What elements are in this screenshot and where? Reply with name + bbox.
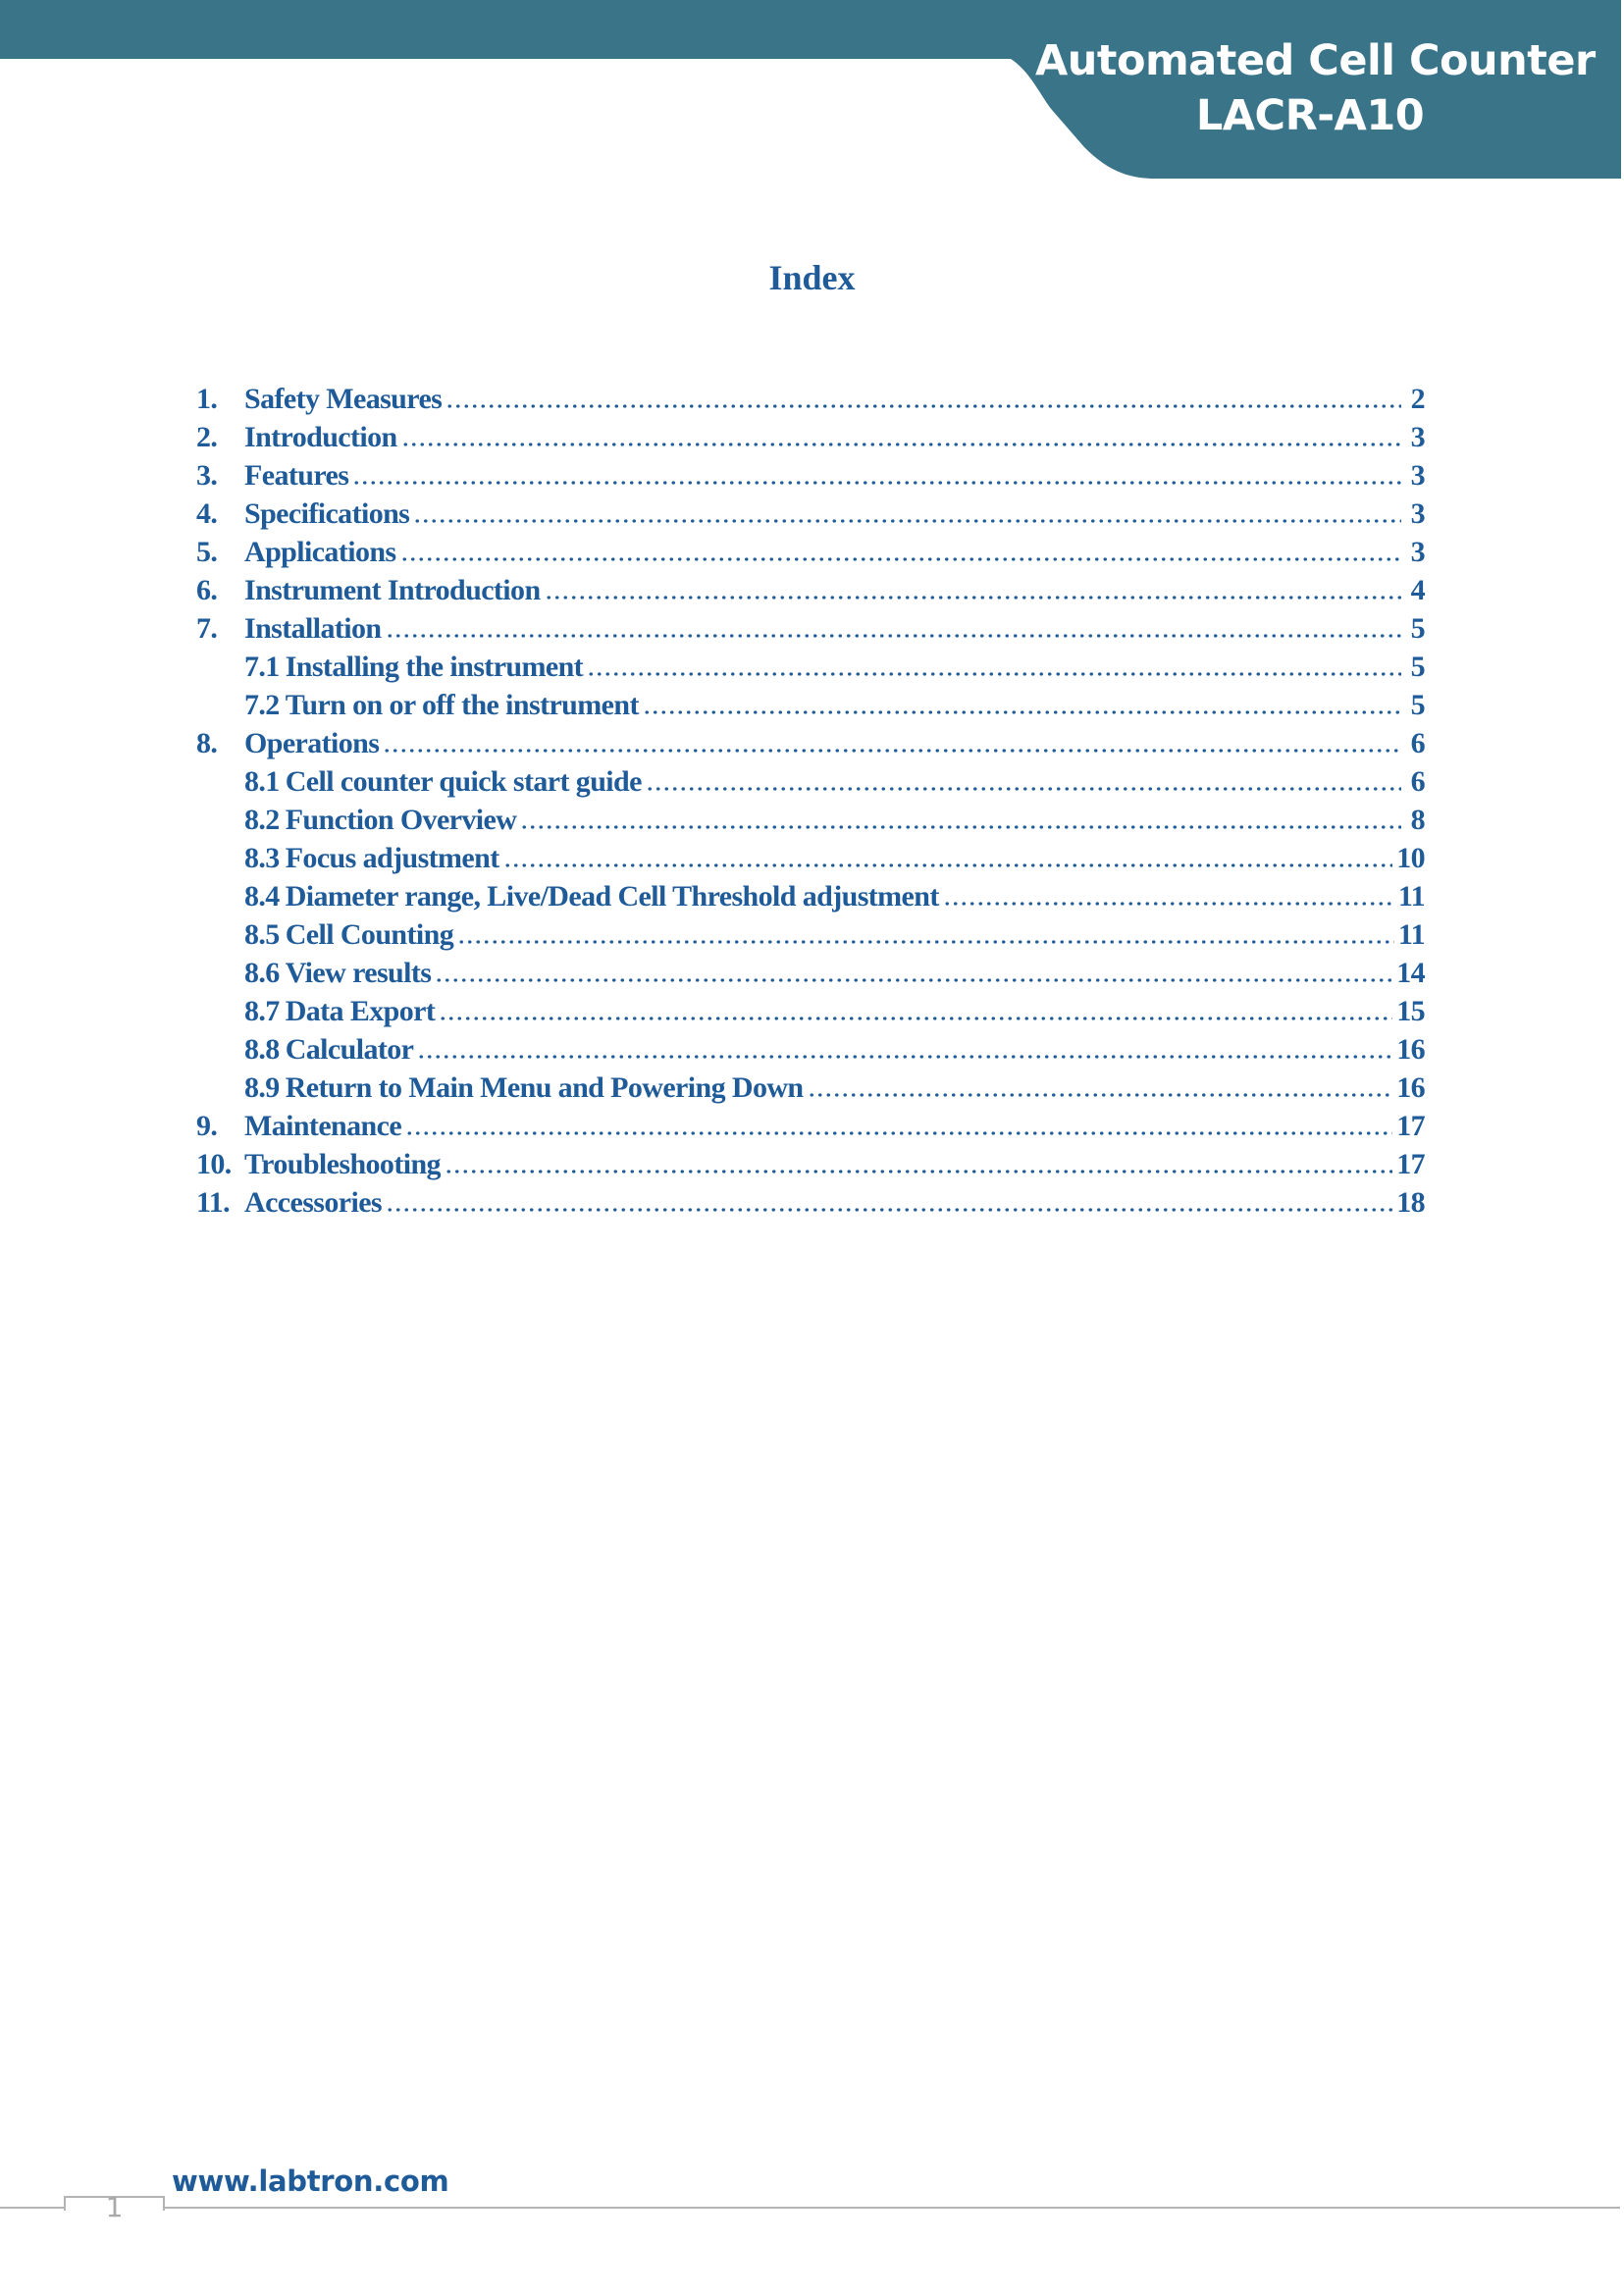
- toc-dot-leader: [445, 404, 1401, 408]
- toc-dot-leader: [545, 596, 1401, 600]
- table-of-contents: [196, 380, 1425, 1222]
- toc-entry-number: 8.5: [244, 918, 280, 951]
- toc-entry-number: 4.: [196, 497, 218, 530]
- toc-dot-leader: [445, 1170, 1392, 1174]
- toc-entry-label[interactable]: Accessories: [244, 1186, 383, 1219]
- toc-dot-leader: [457, 940, 1394, 944]
- toc-entry-page[interactable]: 16: [1396, 1033, 1425, 1066]
- toc-entry-number: 8.: [196, 727, 218, 759]
- toc-entry-number: 9.: [196, 1110, 218, 1142]
- footer-divider: [0, 2207, 1620, 2209]
- toc-entry-label[interactable]: Diameter range, Live/Dead Cell Threshold adjustment: [285, 880, 939, 913]
- toc-entry-label[interactable]: Troubleshooting: [244, 1148, 441, 1180]
- toc-dot-leader: [352, 481, 1401, 485]
- toc-dot-leader: [808, 1093, 1393, 1097]
- toc-dot-leader: [435, 978, 1392, 982]
- toc-entry-label[interactable]: Focus adjustment: [285, 842, 499, 874]
- toc-entry-number: 8.3: [244, 842, 280, 874]
- toc-dot-leader: [943, 902, 1394, 906]
- toc-entry-number: 8.4: [244, 880, 280, 913]
- model-number: LACR-A10: [1195, 91, 1425, 140]
- header-title: [1035, 33, 1596, 143]
- toc-entry-number: 7.1: [244, 651, 280, 683]
- toc-entry-number: 8.9: [244, 1071, 280, 1104]
- toc-entry-label[interactable]: Specifications: [244, 497, 410, 530]
- toc-dot-leader: [400, 557, 1401, 561]
- toc-entry-number: 8.8: [244, 1033, 280, 1066]
- toc-entry-page[interactable]: 16: [1396, 1071, 1425, 1104]
- toc-entry-number: 8.1: [244, 765, 280, 798]
- toc-entry-label[interactable]: Installation: [244, 612, 382, 645]
- website-link[interactable]: www.labtron.com: [172, 2165, 449, 2198]
- toc-entry-label[interactable]: Turn on or off the instrument: [285, 689, 639, 721]
- toc-entry-label[interactable]: Installing the instrument: [285, 651, 584, 683]
- product-name: Automated Cell Counter: [1035, 36, 1596, 85]
- toc-entry-page[interactable]: 5: [1410, 612, 1425, 645]
- toc-entry[interactable]: [196, 495, 1425, 533]
- toc-entry[interactable]: [196, 724, 1425, 762]
- toc-dot-leader: [520, 825, 1401, 829]
- toc-entry[interactable]: [196, 877, 1425, 915]
- index-heading: Index: [768, 258, 856, 297]
- toc-dot-leader: [383, 749, 1401, 753]
- toc-entry[interactable]: [196, 686, 1425, 724]
- toc-entry[interactable]: [196, 456, 1425, 495]
- toc-entry[interactable]: [196, 571, 1425, 609]
- toc-entry-number: 3.: [196, 459, 218, 492]
- toc-entry-label[interactable]: Instrument Introduction: [244, 574, 541, 606]
- toc-dot-leader: [439, 1017, 1392, 1020]
- toc-entry-page[interactable]: 14: [1396, 957, 1425, 989]
- toc-entry-number: 11.: [196, 1186, 231, 1219]
- toc-entry[interactable]: [196, 533, 1425, 571]
- toc-entry-page[interactable]: 3: [1410, 536, 1425, 568]
- toc-dot-leader: [405, 1131, 1392, 1135]
- toc-entry[interactable]: [196, 1069, 1425, 1107]
- toc-entry-label[interactable]: Operations: [244, 727, 380, 759]
- toc-entry-page[interactable]: 6: [1410, 765, 1425, 798]
- toc-entry-page[interactable]: 4: [1410, 574, 1425, 606]
- toc-entry-page[interactable]: 11: [1397, 880, 1425, 913]
- toc-entry[interactable]: [196, 801, 1425, 839]
- toc-entry-number: 1.: [196, 383, 218, 415]
- toc-entry[interactable]: [196, 1030, 1425, 1069]
- toc-entry-page[interactable]: 6: [1410, 727, 1425, 759]
- toc-entry[interactable]: [196, 839, 1425, 877]
- toc-entry-label[interactable]: Maintenance: [244, 1110, 402, 1142]
- toc-entry[interactable]: [196, 418, 1425, 456]
- toc-entry-page[interactable]: 3: [1410, 459, 1425, 492]
- toc-entry[interactable]: [196, 1107, 1425, 1145]
- toc-entry-label[interactable]: Introduction: [244, 421, 397, 453]
- toc-dot-leader: [417, 1055, 1392, 1059]
- toc-entry-page[interactable]: 15: [1396, 995, 1425, 1027]
- toc-entry-page[interactable]: 5: [1410, 651, 1425, 683]
- page-footer: [0, 2159, 1624, 2223]
- page-number: 1: [105, 2191, 124, 2223]
- toc-entry-label[interactable]: Return to Main Menu and Powering Down: [285, 1071, 804, 1104]
- toc-entry-number: 5.: [196, 536, 218, 568]
- toc-entry-number: 8.6: [244, 957, 280, 989]
- toc-entry-label[interactable]: Data Export: [285, 995, 436, 1027]
- toc-entry[interactable]: [196, 648, 1425, 686]
- toc-entry-label[interactable]: Function Overview: [285, 804, 517, 836]
- toc-entry-page[interactable]: 18: [1396, 1186, 1425, 1219]
- toc-dot-leader: [503, 863, 1393, 867]
- toc-dot-leader: [401, 443, 1401, 446]
- toc-entry-label[interactable]: Calculator: [285, 1033, 414, 1066]
- toc-entry-label[interactable]: Features: [244, 459, 349, 492]
- toc-entry[interactable]: [196, 380, 1425, 418]
- toc-dot-leader: [643, 710, 1401, 714]
- toc-entry-number: 6.: [196, 574, 218, 606]
- toc-entry-page[interactable]: 3: [1410, 421, 1425, 453]
- toc-entry-page[interactable]: 17: [1396, 1148, 1425, 1180]
- toc-entry-number: 8.7: [244, 995, 280, 1027]
- toc-dot-leader: [587, 672, 1401, 676]
- toc-dot-leader: [413, 519, 1401, 523]
- toc-entry-label[interactable]: Cell counter quick start guide: [285, 765, 642, 798]
- toc-entry-number: 7.: [196, 612, 218, 645]
- toc-dot-leader: [386, 634, 1401, 638]
- toc-entry[interactable]: [196, 915, 1425, 954]
- toc-dot-leader: [386, 1208, 1392, 1212]
- toc-entry-label[interactable]: Applications: [244, 536, 396, 568]
- toc-entry-number: 7.2: [244, 689, 280, 721]
- toc-entry-page[interactable]: 17: [1396, 1110, 1425, 1142]
- toc-entry-number: 10.: [196, 1148, 232, 1180]
- toc-entry-page[interactable]: 2: [1410, 383, 1425, 415]
- toc-entry-label[interactable]: View results: [285, 957, 432, 989]
- toc-entry-number: 8.2: [244, 804, 280, 836]
- toc-entry[interactable]: [196, 992, 1425, 1030]
- toc-entry-page[interactable]: 10: [1396, 842, 1425, 874]
- toc-entry-page[interactable]: 5: [1410, 689, 1425, 721]
- toc-entry-page[interactable]: 11: [1397, 918, 1425, 951]
- toc-entry-label[interactable]: Cell Counting: [285, 918, 454, 951]
- toc-entry-page[interactable]: 8: [1410, 804, 1425, 836]
- toc-entry-page[interactable]: 3: [1410, 497, 1425, 530]
- toc-entry-label[interactable]: Safety Measures: [244, 383, 443, 415]
- toc-entry[interactable]: [196, 1183, 1425, 1222]
- toc-dot-leader: [646, 787, 1401, 791]
- toc-entry[interactable]: [196, 1145, 1425, 1183]
- toc-entry[interactable]: [196, 954, 1425, 992]
- toc-entry-number: 2.: [196, 421, 218, 453]
- toc-entry[interactable]: [196, 762, 1425, 801]
- toc-entry[interactable]: [196, 609, 1425, 648]
